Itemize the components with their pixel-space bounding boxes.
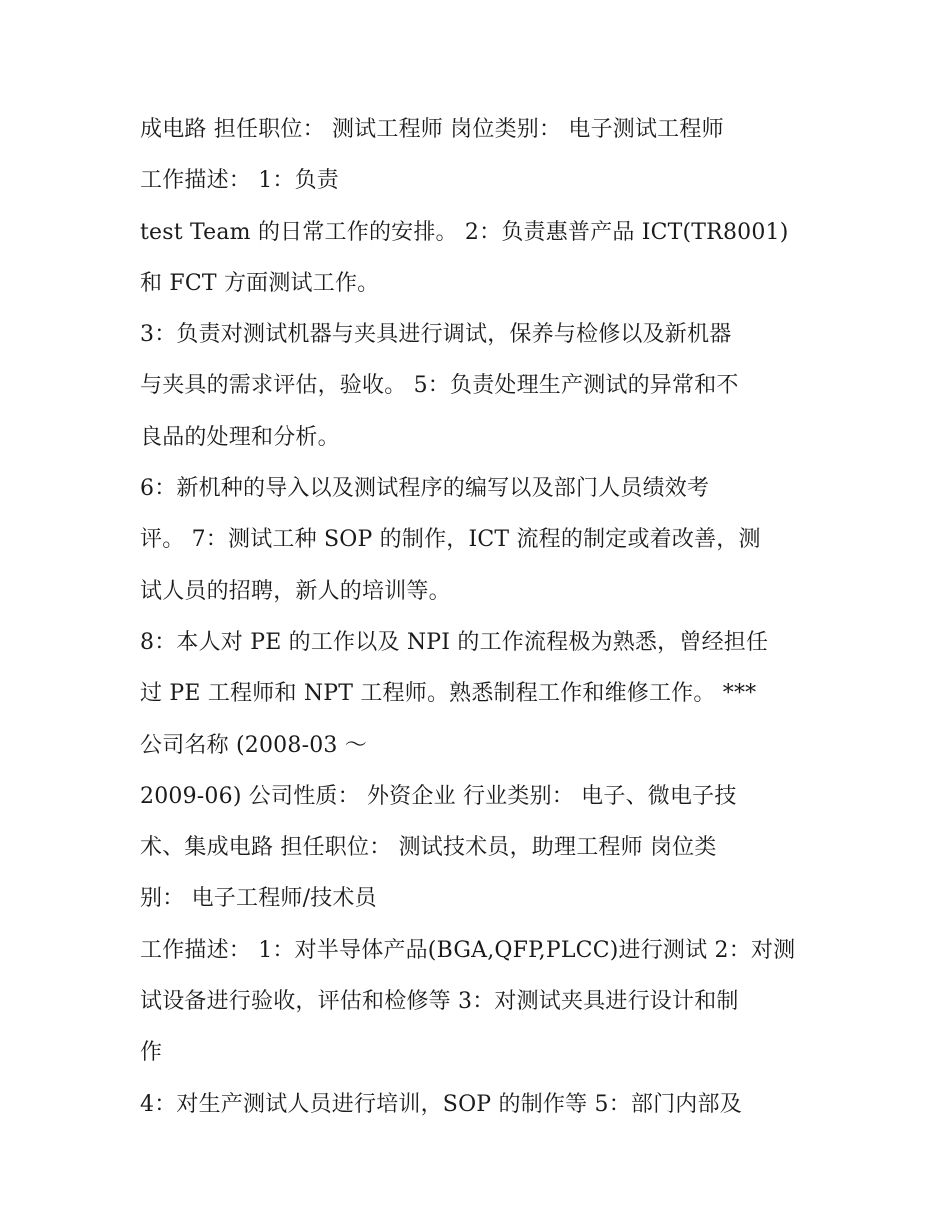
text-line: 良品的处理和分析。: [140, 424, 340, 450]
text-line: test Team 的日常工作的安排。 2：负责惠普产品 ICT(TR8001): [140, 219, 789, 245]
text-line: 与夹具的需求评估，验收。 5：负责处理生产测试的异常和不: [140, 373, 739, 399]
text-line: 工作描述： 1：负责: [140, 168, 339, 194]
text-line: 4：对生产测试人员进行培训，SOP 的制作等 5：部门内部及: [140, 1091, 742, 1117]
text-line: 3：负责对测试机器与夹具进行调试，保养与检修以及新机器: [140, 322, 732, 348]
text-line: 试人员的招聘，新人的培训等。: [140, 578, 451, 604]
text-line: 别： 电子工程师/技术员: [140, 886, 377, 912]
text-line: 作: [140, 1040, 163, 1066]
text-line: 8：本人对 PE 的工作以及 NPI 的工作流程极为熟悉，曾经担任: [140, 629, 769, 655]
text-line: 2009-06) 公司性质： 外资企业 行业类别： 电子、微电子技: [140, 783, 737, 809]
text-line: 成电路 担任职位： 测试工程师 岗位类别： 电子测试工程师: [140, 117, 724, 142]
resume-text: [140, 104, 840, 1130]
text-line: 评。 7：测试工种 SOP 的制作，ICT 流程的制定或着改善，测: [140, 527, 761, 553]
text-line: 公司名称 (2008-03 ～: [140, 732, 367, 758]
text-line: 过 PE 工程师和 NPT 工程师。熟悉制程工作和维修工作。 ***: [140, 681, 757, 707]
text-line: 试设备进行验收，评估和检修等 3：对测试夹具进行设计和制: [140, 989, 739, 1015]
text-line: 6：新机种的导入以及测试程序的编写以及部门人员绩效考: [140, 476, 710, 502]
text-line: 和 FCT 方面测试工作。: [140, 270, 380, 296]
text-line: 术、集成电路 担任职位： 测试技术员，助理工程师 岗位类: [140, 835, 717, 861]
text-line: 工作描述： 1：对半导体产品(BGA,QFP,PLCC)进行测试 2：对测: [140, 937, 796, 963]
